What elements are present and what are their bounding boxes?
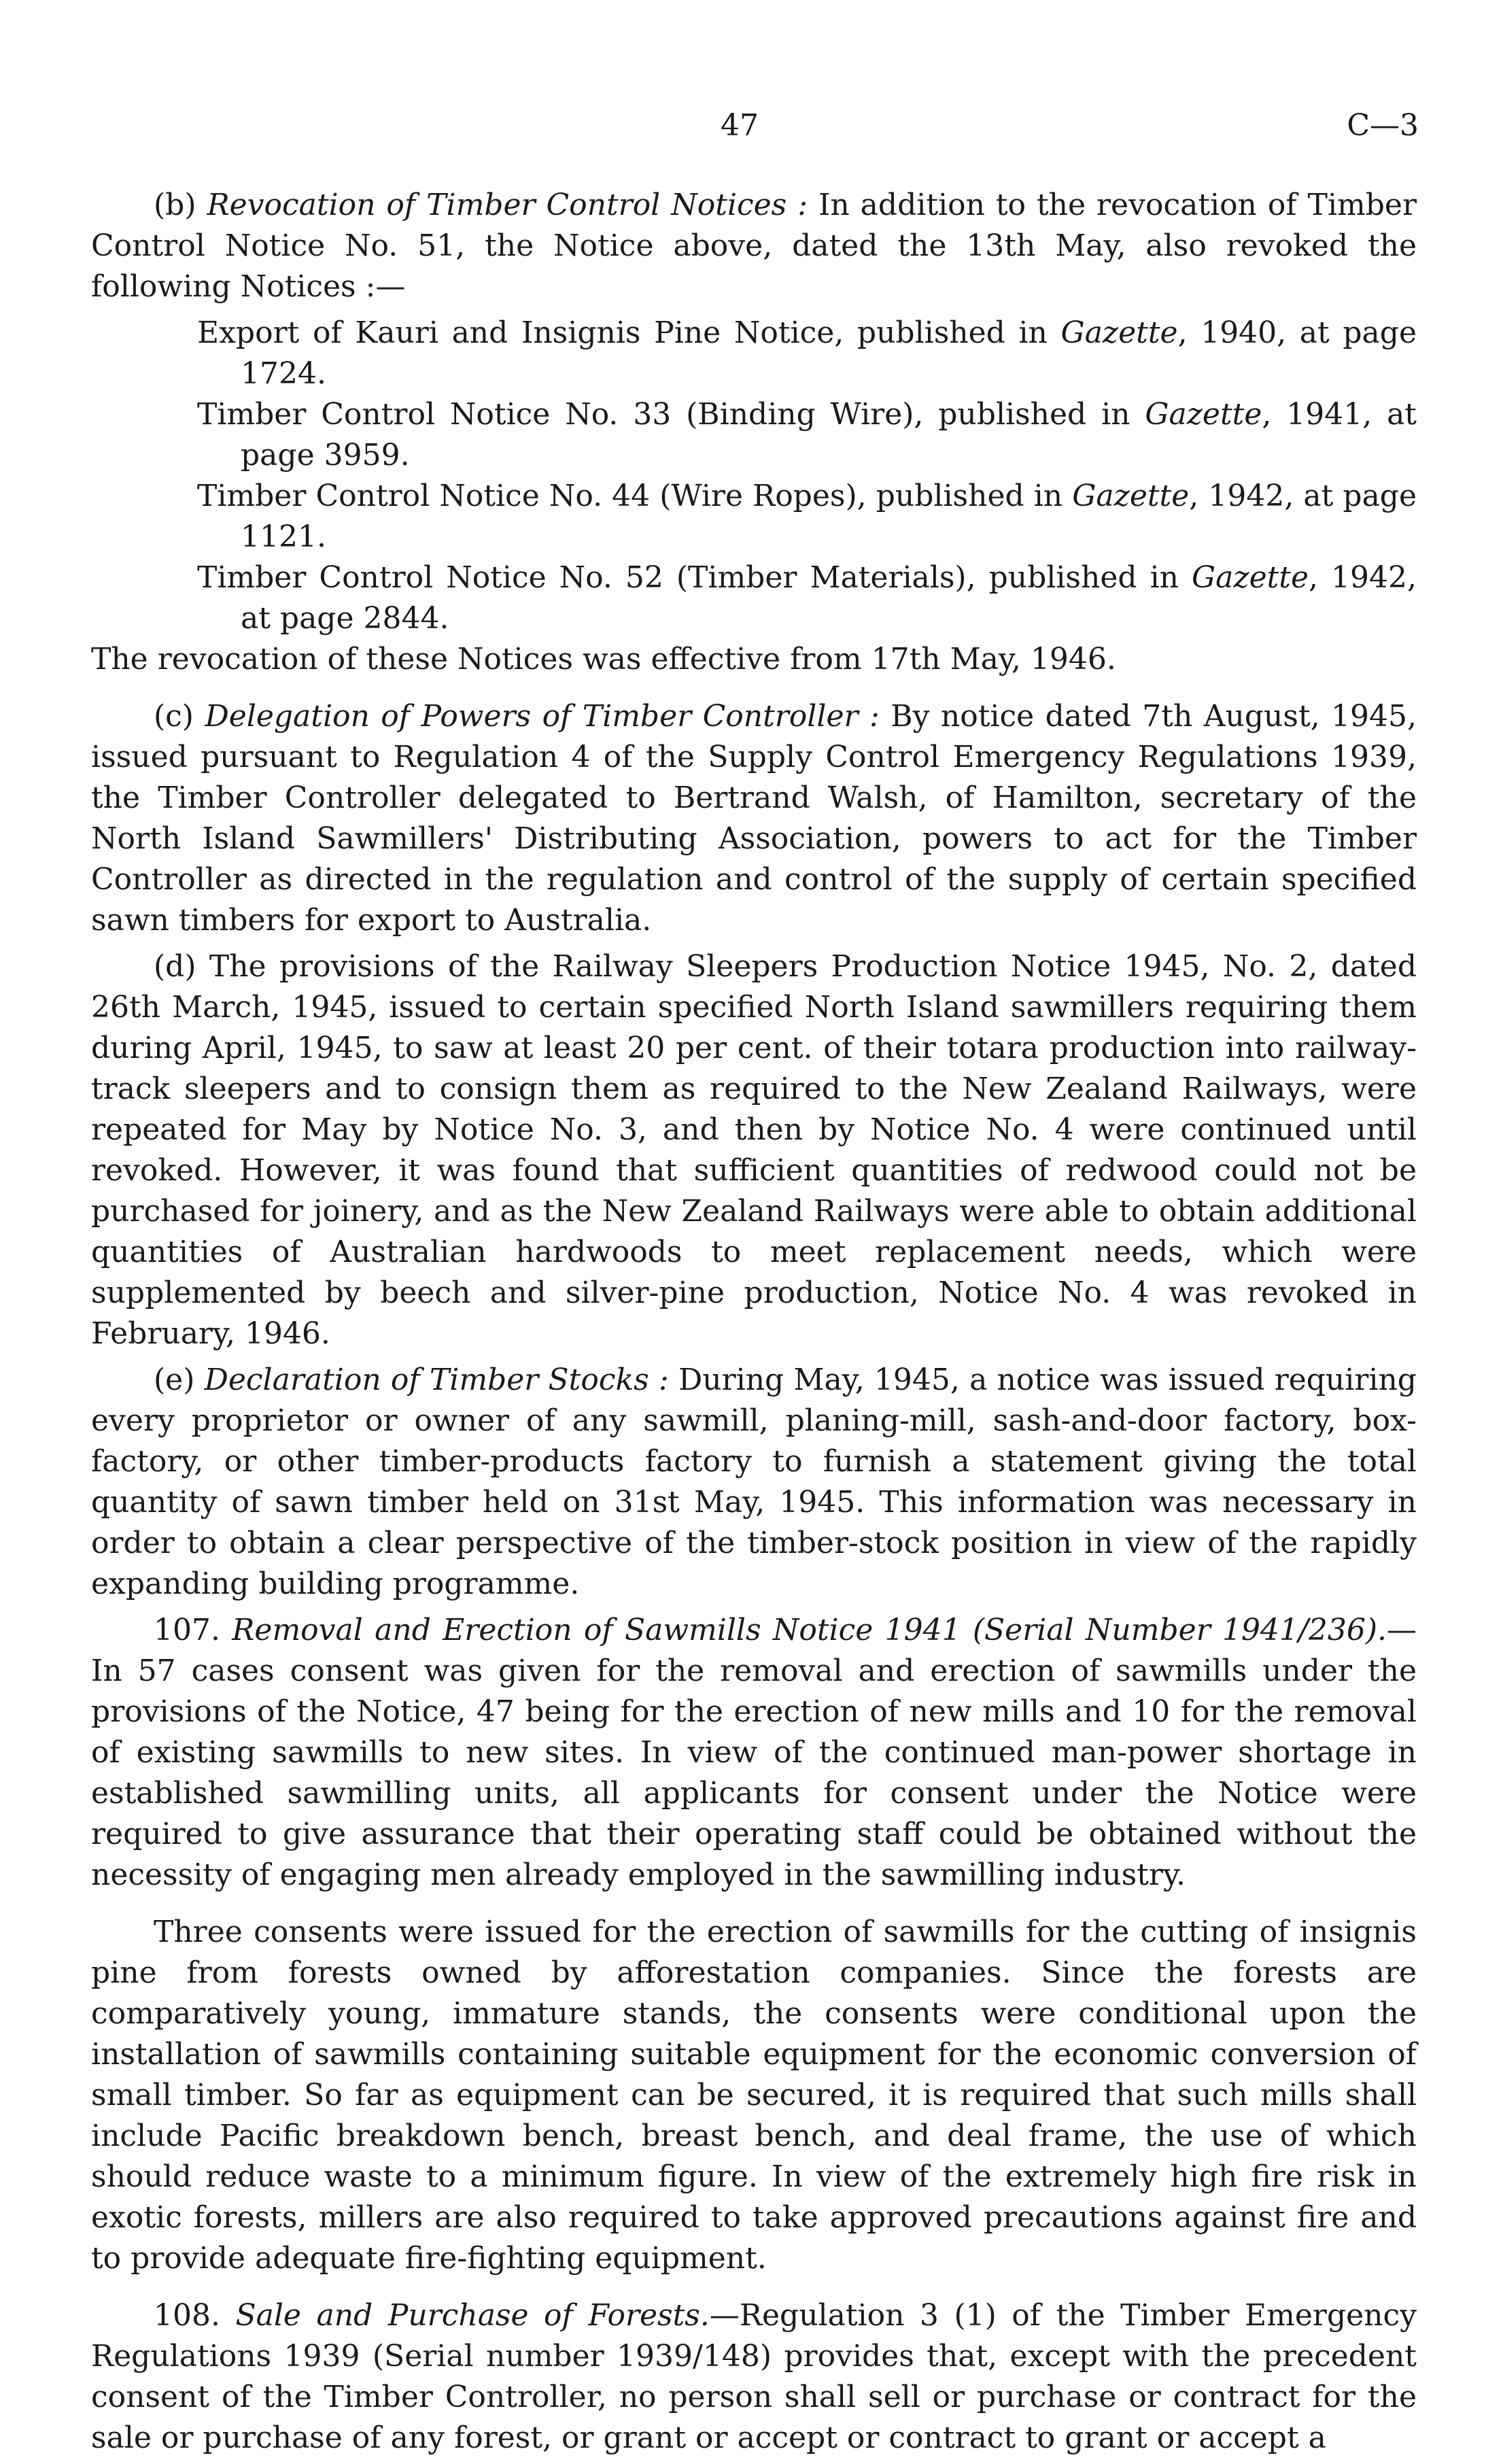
paragraph-text: In 57 cases consent was given for the removal and erection of sawmills under the provisions of the Notice, 47 being for the erection of new mills and 10 for the removal of existing sawmills to new sites. In view of the continued man-power shortage in established sawmilling units, all applicants for consent under the Notice were required to give assurance that their operating staff could be obtained without the necessity of engaging men already employed in the sawmilling industry. xyxy=(91,1654,1417,1892)
page-header xyxy=(0,102,1503,150)
paragraph-timber-stocks xyxy=(91,1360,1417,1605)
paragraph-heading: Removal and Erection of Sawmills Notice 1941 (Serial Number 1941/236). xyxy=(232,1613,1387,1647)
paragraph-number: 107. xyxy=(154,1613,220,1647)
paragraph-marker: (c) xyxy=(154,699,194,734)
section-code: C—3 xyxy=(1347,108,1419,143)
paragraph-marker: (b) xyxy=(154,188,196,222)
paragraph-marker: (e) xyxy=(154,1363,195,1397)
paragraph-107 xyxy=(91,1610,1417,1896)
paragraph-108 xyxy=(91,2295,1417,2459)
paragraph-text: Regulation 3 (1) of the Timber Emergency Regulations 1939 (Serial number 1939/148) provides that, except with the precedent consent of the Timber Controller, no person shall sell or purchase or contract for the sale or purchase of any forest, or grant or accept or contract to grant or accept a xyxy=(91,2298,1417,2455)
list-item: Timber Control Notice No. 52 (Timber Materials), published in Gazette, 1942, at page 2844. xyxy=(197,560,1417,636)
paragraph-heading: Sale and Purchase of Forests. xyxy=(235,2298,710,2333)
paragraph-text: The provisions of the Railway Sleepers Production Notice 1945, No. 2, dated 26th March, 1945, issued to certain specified North Island sawmillers requiring them during April, 1945, to saw at least 20 per cent. of their totara production into railway-track sleepers and to consign them as required to the New Zealand Railways, were repeated for May by Notice No. 3, and then by Notice No. 4 were continued until revoked. However, it was found that sufficient quantities of redwood could not be purchased for joinery, and as the New Zealand Railways were able to obtain additional quantities of Australian hardwoods to meet replacement needs, which were supplemented by beech and silver-pine production, Notice No. 4 was revoked in February, 1946. xyxy=(91,949,1417,1351)
paragraph-text: By notice dated 7th August, 1945, issued pursuant to Regulation 4 of the Supply Control Emergency Regulations 1939, the Timber Controller delegated to Bertrand Walsh, of Hamilton, secretary of the North Island Sawmillers' Distributing Association, powers to act for the Timber Controller as directed in the regulation and control of the supply of certain specified sawn timbers for export to Australia. xyxy=(91,699,1417,938)
document-body xyxy=(91,185,1417,2464)
paragraph-text: During May, 1945, a notice was issued requiring every proprietor or owner of any sawmill, planing-mill, sash-and-door factory, box-factory, or other timber-products factory to furnish a statement giving the total quantity of sawn timber held on 31st May, 1945. This information was necessary in order to obtain a clear perspective of the timber-stock position in view of the rapidly expanding building programme. xyxy=(91,1363,1417,1601)
paragraph-heading: Declaration of Timber Stocks : xyxy=(204,1363,669,1397)
paragraph-text: Three consents were issued for the erection of sawmills for the cutting of insignis pine from forests owned by afforestation companies. Since the forests are comparatively young, immature stands, the consents were conditional upon the installation of sawmills containing suitable equipment for the economic conversion of small timber. So far as equipment can be secured, it is required that such mills shall include Pacific breakdown bench, breast bench, and deal frame, the use of which should reduce waste to a minimum figure. In view of the extremely high fire risk in exotic forests, millers are also required to take approved precautions against fire and to provide adequate fire-fighting equipment. xyxy=(91,1915,1417,2276)
paragraph-number: 108. xyxy=(154,2298,220,2333)
revocation-effective-text: The revocation of these Notices was effective from 17th May, 1946. xyxy=(91,642,1116,677)
paragraph-heading: Delegation of Powers of Timber Controller : xyxy=(205,699,880,734)
heading-dash: — xyxy=(1386,1613,1417,1647)
paragraph-revocation xyxy=(91,185,1417,307)
paragraph-text: In addition to the revocation of Timber Control Notice No. 51, the Notice above, dated the 13th May, also revoked the following Notices :— xyxy=(91,188,1417,304)
revoked-notices-list xyxy=(197,313,1417,639)
paragraph-delegation xyxy=(91,696,1417,941)
list-item: Timber Control Notice No. 44 (Wire Ropes), published in Gazette, 1942, at page 1121. xyxy=(197,479,1417,554)
list-item: Export of Kauri and Insignis Pine Notice, published in Gazette, 1940, at page 1724. xyxy=(197,315,1417,391)
paragraph-marker: (d) xyxy=(154,949,196,984)
list-item: Timber Control Notice No. 33 (Binding Wire), published in Gazette, 1941, at page 3959. xyxy=(197,397,1417,473)
paragraph-heading: Revocation of Timber Control Notices : xyxy=(207,188,808,222)
heading-dash: — xyxy=(709,2298,740,2333)
page-number: 47 xyxy=(721,108,759,143)
paragraph-railway-sleepers xyxy=(91,946,1417,1354)
paragraph-107-consents xyxy=(91,1912,1417,2279)
